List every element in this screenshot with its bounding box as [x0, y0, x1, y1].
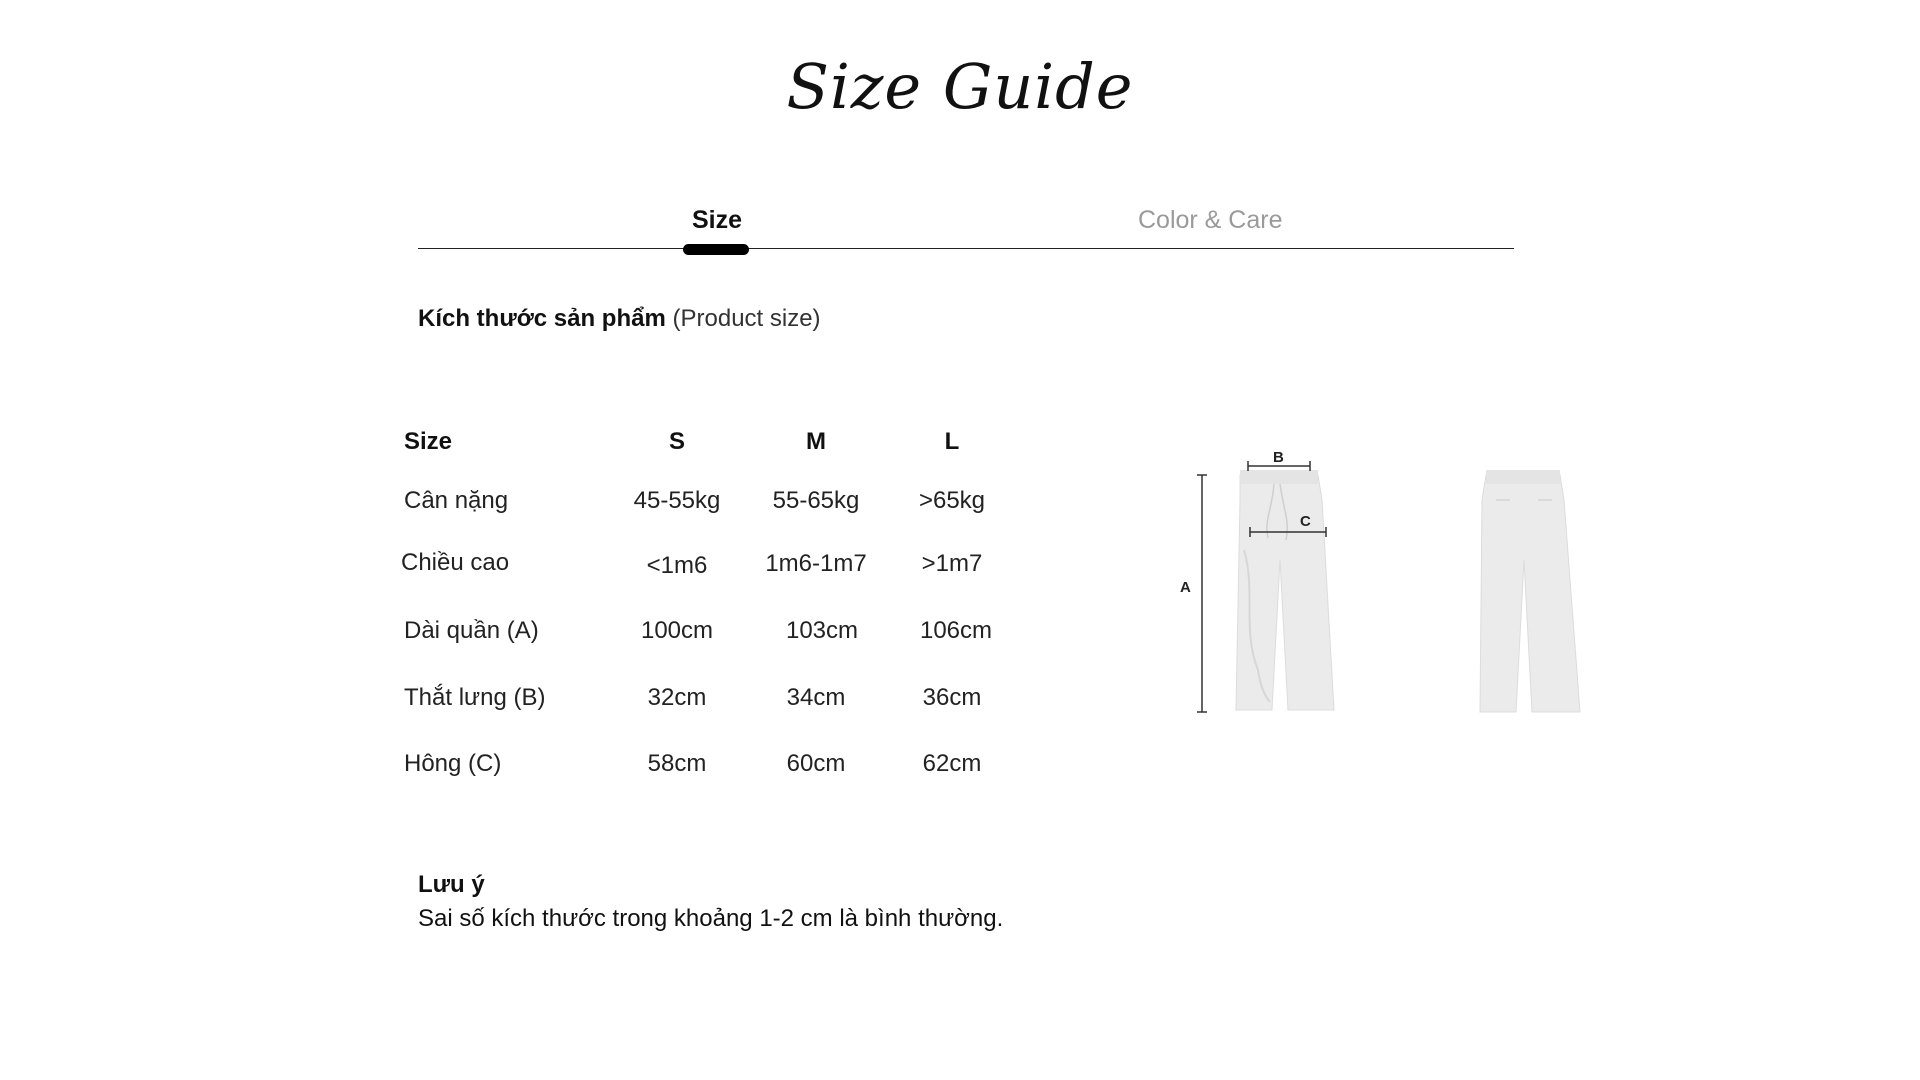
section-heading [418, 305, 821, 333]
tab-bar [418, 200, 1514, 252]
table-cell: >1m7 [921, 550, 983, 577]
table-header-m: M [806, 428, 826, 455]
table-cell: <1m6 [646, 552, 708, 579]
table-cell: 1m6-1m7 [765, 550, 867, 577]
table-header-l: L [944, 428, 960, 455]
note-text: Sai số kích thước trong khoảng 1-2 cm là bình thường. [418, 905, 1004, 932]
tab-divider [418, 248, 1514, 249]
table-header-s: S [668, 428, 685, 455]
row-label-weight: Cân nặng [404, 487, 509, 514]
label-b: B [1273, 449, 1284, 466]
measure-line-a [1197, 475, 1207, 712]
section-heading-vi: Kích thước sản phẩm [418, 305, 666, 332]
section-heading-en: (Product size) [672, 305, 821, 332]
row-label-height: Chiều cao [401, 549, 510, 576]
table-header-size: Size [404, 428, 453, 455]
table-cell: 34cm [786, 684, 846, 711]
table-cell: 55-65kg [772, 487, 860, 514]
pants-measurement-diagram [1160, 440, 1640, 730]
tab-color-care[interactable]: Color & Care [1138, 206, 1283, 234]
table-cell: 103cm [785, 617, 859, 644]
table-cell: 58cm [647, 750, 707, 777]
label-a: A [1180, 579, 1191, 596]
table-cell: 36cm [922, 684, 982, 711]
label-c: C [1300, 513, 1311, 530]
pants-front-image [1236, 470, 1334, 710]
page-title: Size Guide [786, 50, 1134, 123]
pants-diagram-svg [1160, 440, 1640, 730]
table-cell: 32cm [647, 684, 707, 711]
table-cell: 45-55kg [633, 487, 721, 514]
row-label-hip: Hông (C) [404, 750, 502, 777]
note-block [418, 868, 1003, 936]
table-cell: 100cm [640, 617, 714, 644]
table-cell: >65kg [918, 487, 986, 514]
row-label-length: Dài quần (A) [404, 617, 539, 644]
table-cell: 106cm [919, 617, 993, 644]
note-title: Lưu ý [418, 871, 485, 898]
table-cell: 60cm [786, 750, 846, 777]
pants-back-image [1480, 470, 1580, 712]
table-cell: 62cm [922, 750, 982, 777]
tab-size[interactable]: Size [692, 206, 743, 234]
row-label-waist: Thắt lưng (B) [404, 684, 546, 711]
active-tab-indicator [683, 244, 749, 255]
